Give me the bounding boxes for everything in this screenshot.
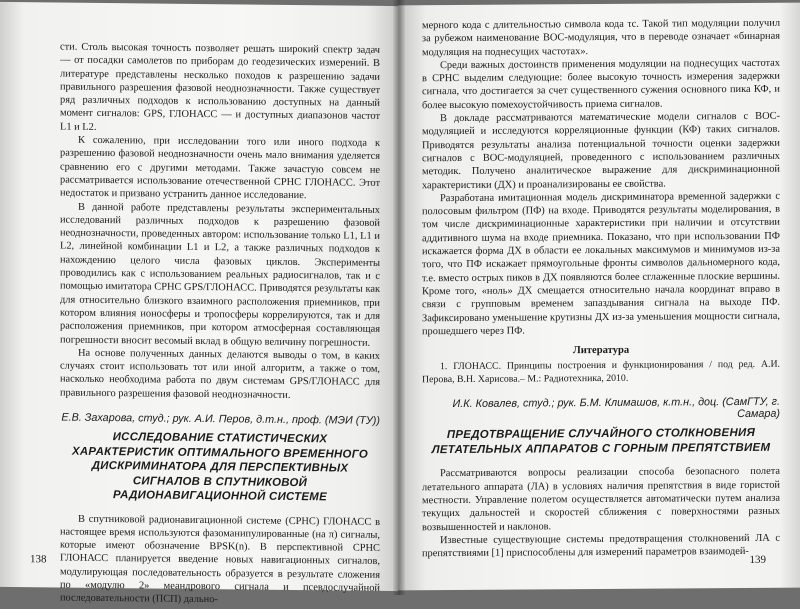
reference-item: 1. ГЛОНАСС. Принципы построения и функционирования / под ред. А.И. Перова, В.Н. Харисова.– М.: Радиотехника, 2010. [422, 358, 780, 385]
right-paragraph: мерного кода с длительностью символа кода τc. Такой тип модуляции получил за рубежом наименование BOC-модуляция, что в переводе означает «бинарная модуляция на поднесущих частотах». [422, 17, 780, 58]
right-paragraph: В докладе рассматриваются математические модели сигналов с BOC-модуляцией и исследуются корреляционные функции (КФ) таких сигналов. Приводятся результаты анализа потенциальной точности оценки задержки сигналов с BOC-модуляцией, проведенного с использованием различных методик. Получено аналитическое выражение для дискриминационной характеристики (ДХ) и проанализированы ее свойства. [422, 110, 780, 191]
left-paragraph: На основе полученных данных делаются выводы о том, в каких случаях стоит использовать тот или иной алгоритм, а также о том, насколько необходима работа по двум системам GPS/ГЛОНАСС для правильного разрешения фазовой неоднозначности. [60, 347, 380, 401]
article-title: ПРЕДОТВРАЩЕНИЕ СЛУЧАЙНОГО СТОЛКНОВЕНИЯ ЛЕТАТЕЛЬНЫХ АППАРАТОВ С ГОРНЫМ ПРЕПЯТСТВИЕМ [431, 427, 771, 456]
right-page [398, 3, 800, 591]
left-paragraph: К сожалению, при исследовании того или иного подхода к разрешению фазовой неоднозначности очень мало внимания уделяется сравнению его с другими методами. Также зачастую совсем не рассматривается использование отечественной СРНС ГЛОНАСС. Этот недостаток и призвано устранить данное исследование. [60, 134, 380, 202]
references-heading: Литература [572, 344, 630, 357]
right-paragraph: Среди важных достоинств применения модуляции на поднесущих частотах в СРНС выделим следующие: более высокую точность измерения задержки сигнала, что достигается за счет существенного сужения основного пика КФ, и более высокую помехоустойчивость приема сигналов. [422, 57, 780, 112]
article-body: Известные существующие системы предотвращения столкновений ЛА с препятствиями [1] приспособлены для измерений параметров взаимодей- [422, 532, 780, 560]
book-spine [393, 0, 405, 595]
article-title: ИССЛЕДОВАНИЕ СТАТИСТИЧЕСКИХ ХАРАКТЕРИСТИК ОПТИМАЛЬНОГО ВРЕМЕННОГО ДИСКРИМИНАТОРА ДЛЯ ПЕРСПЕКТИВНЫХ СИГНАЛОВ В СПУТНИКОВОЙ РАДИОНАВИГАЦИОННОЙ СИСТЕМЕ [71, 431, 369, 504]
article-author: И.К. Ковалев, студ.; рук. Б.М. Климашов, к.т.н., доц. (СамГТУ, г. Самара) [452, 396, 780, 421]
right-paragraph: Разработана имитационная модель дискриминатора временной задержки с полосовым фильтром (ПФ) на входе. Приводятся результаты моделирования, в том числе дискриминационные характеристики при наличии и отсутствии аддитивного шума на входе приемника. Показано, что при использовании ПФ искажается форма ДХ в области ее локальных максимумов и минимумов из-за того, что ПФ искажает прямоугольные фронты символов дальномерного кода, т.е. вместо острых пиков в ДХ появляются более сглаженные плоские вершины. Кроме того, «ноль» ДХ смещается относительно начала координат вправо в связи с групповым временем запаздывания сигнала на выходе ПФ. Зафиксировано уменьшение крутизны ДХ из-за уменьшения мощности сигнала, прошедшего через ПФ. [422, 190, 780, 338]
article-body: Рассматриваются вопросы реализации способа безопасного полета летательного аппарата (ЛА) в условиях наличия препятствия в виде гористой местности. Управление полетом осуществляется автоматически путем анализа текущих дальностей и скоростей сближения с поверхностями разных возвышенностей и наклонов. [422, 466, 780, 533]
left-page [0, 2, 398, 606]
article-body: В спутниковой радионавигационной системе (СРНС) ГЛОНАСС в настоящее время используются фазоманипулированные (на π) сигналы, которые имеют обозначение BPSK(n). В перспективной СРНС ГЛОНАСС планируется введение новых навигационных сигналов, модулирующая последовательность образуется в результате сложения по «модулю 2» меандрового сигнала и псевдослучайной последовательности (ПСП) дально- [60, 513, 380, 606]
left-paragraph: В данной работе представлены результаты экспериментальных исследований различных подходов к разрешению фазовой неоднозначности, проведенных автором: использование только L1, L1 и L2, линейной комбинации L1 и L2, а также различных подходов к нахождению целого числа фазовых циклов. Эксперименты проводились как с использованием реальных радиосигналов, так и с помощью имитатора СРНС GPS/ГЛОНАСС. Приводятся результаты как для относительно близкого взаимного расположения приемников, при котором влияния ионосферы и тропосферы коррелируются, так и для расположения приемников, при котором атмосферная составляющая погрешности вносит весомый вклад в общую величину погрешности. [60, 201, 380, 349]
page-number: 138 [30, 553, 47, 566]
page-number: 139 [749, 553, 766, 566]
left-paragraph: сти. Столь высокая точность позволяет решать широкий спектр задач — от посадки самолетов по приборам до геодезических измерений. В литературе представлены несколько походов к разрешению задачи правильного разрешения фазовой неоднозначности. Также существует ряд различных подходов к использованию доступных на данный момент сигналов: GPS, ГЛОНАСС — и доступных диапазонов частот L1 и L2. [60, 41, 380, 133]
article-author: Е.В. Захарова, студ.; рук. А.И. Перов, д.т.н., проф. (МЭИ (ТУ)) [61, 411, 380, 427]
